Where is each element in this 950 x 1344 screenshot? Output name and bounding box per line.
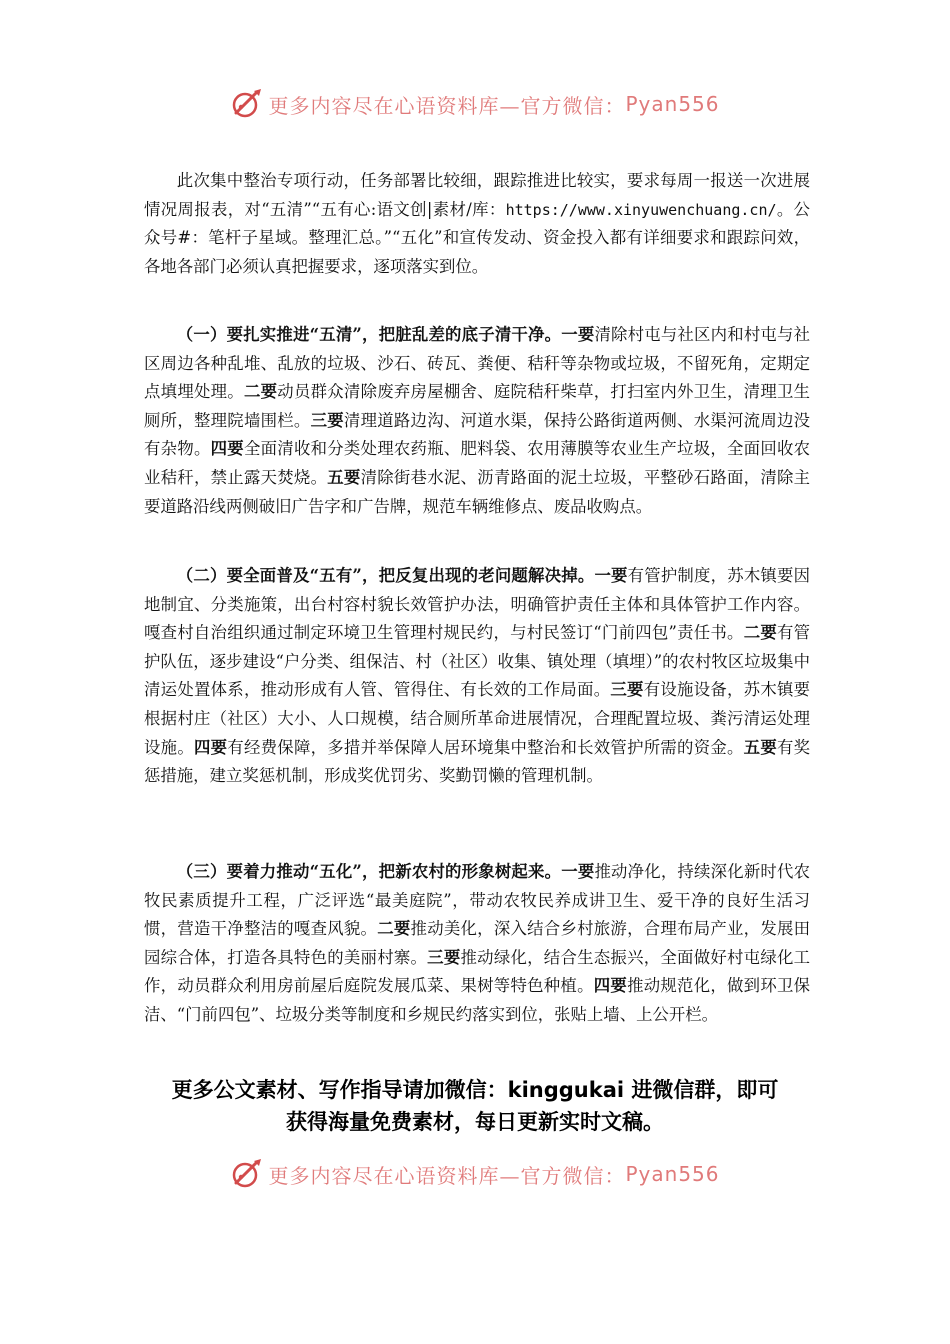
item-text: 有管护制度，苏木镇要因地制宜、分类施策，出台村容村貌长效管护办法，明确管护责任主体和具体管护工作内容。嘎查村自治组织通过制定环境卫生管理村规民约，与村民签订“门前四包”责任书。 — [144, 566, 811, 643]
item-text: 推动绿化，结合生态振兴，全面做好村屯绿化工作，动员群众利用房前屋后庭院发展瓜菜、果树等特色种植。 — [144, 947, 811, 996]
banner-wechat-handle: Pyan556 — [625, 1162, 720, 1186]
brush-logo-icon — [230, 87, 264, 121]
promo-line-1: 更多公文素材、写作指导请加微信：kinggukai 进微信群，即可 — [171, 1078, 779, 1102]
item-label: 四要 — [593, 976, 628, 996]
item-label: 五要 — [327, 467, 361, 487]
item-label: 三要 — [427, 947, 461, 967]
brush-logo-icon — [230, 1157, 264, 1191]
section-heading: （三）要着力推动“五化”，把新农村的形象树起来。 — [176, 862, 562, 881]
item-label: 四要 — [193, 737, 228, 757]
item-label: 三要 — [310, 410, 344, 430]
paragraph-five-have — [144, 562, 810, 791]
intro-text: 此次集中整治专项行动，任务部署比较细，跟踪推进比较实，要求每周一报送一次进展情况周报表，对“五清”“五有心:语文创|素材/库： — [144, 171, 810, 219]
item-label: 四要 — [210, 439, 244, 459]
item-text: 清除街巷水泥、沥青路面的泥土垃圾，平整砂石路面，清除主要道路沿线两侧破旧广告字和广告牌，规范车辆维修点、废品收购点。 — [144, 467, 811, 516]
item-text: 全面清收和分类处理农药瓶、肥料袋、农用薄膜等农业生产垃圾，全面回收农业秸秆，禁止露天焚烧。 — [144, 439, 811, 487]
promo-line-2: 获得海量免费素材，每日更新实时文稿。 — [286, 1110, 664, 1134]
item-label: 二要 — [743, 623, 777, 643]
item-label: 二要 — [243, 382, 278, 402]
item-label: 三要 — [610, 680, 644, 700]
banner-text: 更多内容尽在心语资料库—官方微信： — [268, 1163, 626, 1188]
paragraph-five-clean — [144, 321, 810, 521]
item-label: 二要 — [377, 919, 411, 939]
item-text: 推动美化，深入结合乡村旅游，合理布局产业，发展田园综合体，打造各具特色的美丽村寨。 — [144, 919, 811, 967]
intro-url: https://www.xinyuwenchuang.cn/ — [505, 200, 777, 219]
paragraph-five-ization — [144, 858, 810, 1030]
item-text: 有管护队伍，逐步建设“户分类、组保洁、村（社区）收集、镇处理（填埋）”的农村牧区垃圾集中清运处置体系，推动形成有人管、管得住、有长效的工作局面。 — [144, 623, 810, 700]
item-text: 动员群众清除废弃房屋棚舍、庭院秸秆柴草，打扫室内外卫生，清理卫生厕所，整理院墙围栏。 — [144, 382, 811, 430]
item-text: 清除村屯与社区内和村屯与社区周边各种乱堆、乱放的垃圾、沙石、砖瓦、粪便、秸秆等杂物或垃圾，不留死角，定期定点填埋处理。 — [144, 325, 811, 402]
section-heading: （一）要扎实推进“五清”，把脏乱差的底子清干净。 — [176, 325, 562, 344]
item-label: 一要 — [594, 566, 628, 585]
item-text: 有设施设备，苏木镇要根据村庄（社区）大小、人口规模，结合厕所革命进展情况，合理配置垃圾、粪污清运处理设施。 — [144, 680, 811, 757]
section-heading: （二）要全面普及“五有”，把反复出现的老问题解决掉。 — [176, 566, 595, 585]
banner-text: 更多内容尽在心语资料库—官方微信： — [268, 93, 626, 118]
header-watermark — [0, 82, 950, 126]
item-label: 一要 — [561, 325, 595, 344]
item-text: 有经费保障，多措并举保障人居环境集中整治和长效管护所需的资金。 — [227, 737, 744, 757]
item-text: 清理道路边沟、河道水渠，保持公路街道两侧、水渠河流周边没有杂物。 — [144, 410, 811, 459]
footer-watermark — [0, 1152, 950, 1196]
item-label: 五要 — [743, 737, 777, 757]
intro-tail: 。公众号#：笔杆子星域。整理汇总。”“五化”和宣传发动、资金投入都有详细要求和跟踪问效，各地各部门必须认真把握要求，逐项落实到位。 — [144, 199, 810, 276]
promo-notice — [100, 1074, 850, 1138]
item-text: 推动净化，持续深化新时代农牧民素质提升工程，广泛评选“最美庭院”，带动农牧民养成讲卫生、爱干净的良好生活习惯，营造干净整洁的嘎查风貌。 — [144, 862, 811, 939]
banner-wechat-handle: Pyan556 — [625, 92, 720, 116]
item-text: 推动规范化，做到环卫保洁、“门前四包”、垃圾分类等制度和乡规民约落实到位，张贴上墙、上公开栏。 — [144, 976, 811, 1024]
item-label: 一要 — [561, 862, 595, 881]
item-text: 有奖惩措施，建立奖惩机制，形成奖优罚劣、奖勤罚懒的管理机制。 — [144, 737, 811, 786]
paragraph-intro — [144, 167, 810, 281]
